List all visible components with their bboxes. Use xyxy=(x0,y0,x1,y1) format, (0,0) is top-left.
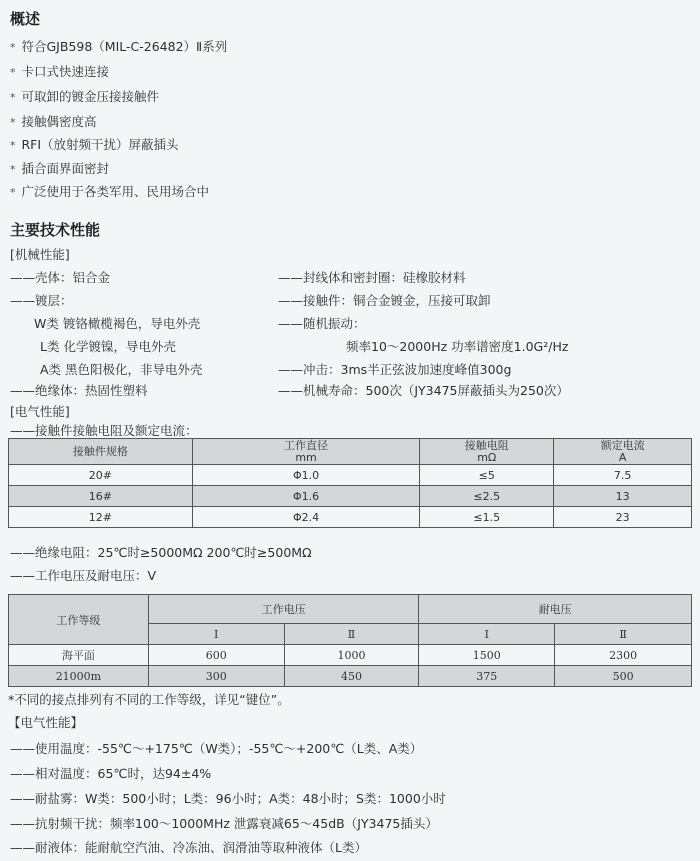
table-cell: 1000 xyxy=(284,645,419,666)
life-spec: ——机械寿命：500次（JY3475屏蔽插头为250次） xyxy=(278,383,569,398)
table-cell: 7.5 xyxy=(554,465,692,486)
table-row xyxy=(9,507,692,528)
overview-heading: 概述 xyxy=(10,10,41,28)
env-temp: ——使用温度：-55℃～+175℃（W类）；-55℃～+200℃（L类、A类） xyxy=(10,741,423,756)
env-fluid: ——耐液体：能耐航空汽油、冷冻油、润滑油等取种液体（L类） xyxy=(10,840,367,855)
arrangement-note: *不同的接点排列有不同的工作等级，详见“键位”。 xyxy=(8,692,290,707)
table-cell: Φ2.4 xyxy=(192,507,420,528)
table-cell: 21000m xyxy=(9,666,149,687)
plating-w: W类 镀铬橄榄褐色，导电外壳 xyxy=(34,316,201,331)
insulator-spec: ——绝缘体：热固性塑料 xyxy=(10,383,148,398)
overview-item xyxy=(10,112,97,130)
bullet-star: * xyxy=(10,41,16,54)
bullet-star: * xyxy=(10,66,16,79)
table-cell: 300 xyxy=(148,666,284,687)
table-cell: Ⅱ xyxy=(555,624,692,645)
contact-res-title: ——接触件接触电阻及额定电流： xyxy=(10,423,198,438)
overview-item-text: 符合GJB598（MIL-C-26482）Ⅱ系列 xyxy=(21,39,228,54)
overview-item-text: 可取卸的镀金压接接触件 xyxy=(21,89,160,104)
overview-item xyxy=(10,159,109,177)
table-cell: 375 xyxy=(419,666,555,687)
plating-a: A类 黑色阳极化，非导电外壳 xyxy=(40,362,203,377)
table-cell: ≤1.5 xyxy=(420,507,554,528)
bullet-star: * xyxy=(10,186,16,199)
vibration-spec: ——随机振动： xyxy=(278,316,366,331)
voltage-table-header xyxy=(9,595,692,624)
voltage-table xyxy=(8,594,692,687)
table-cell: Ⅰ xyxy=(419,624,555,645)
table-cell: Ⅱ xyxy=(284,624,419,645)
env-humidity: ——相对温度：65℃时，达94±4% xyxy=(10,766,212,781)
contact-table-head-diameter: 工作直径 mm xyxy=(192,439,420,465)
table-cell: 500 xyxy=(555,666,692,687)
working-voltage-header: 工作电压 xyxy=(148,595,419,624)
table-cell: 20# xyxy=(9,465,193,486)
contact-spec: ——接触件：铜合金镀金，压接可取卸 xyxy=(278,293,491,308)
elec2-label: 【电气性能】 xyxy=(8,715,84,730)
seal-spec: ——封线体和密封圈：硅橡胶材料 xyxy=(278,270,466,285)
voltage-title: ——工作电压及耐电压：V xyxy=(10,568,157,583)
env-salt: ——耐盐雾：W类：500小时；L类：96小时；A类：48小时；S类：1000小时 xyxy=(10,791,446,806)
withstand-voltage-header: 耐电压 xyxy=(419,595,692,624)
contact-table-head-spec: 接触件规格 xyxy=(9,439,193,465)
contact-table xyxy=(8,438,692,528)
elec-label: [电气性能] xyxy=(10,404,70,419)
table-cell: 2300 xyxy=(555,645,692,666)
table-cell: Ⅰ xyxy=(148,624,284,645)
overview-item xyxy=(10,182,209,200)
bullet-star: * xyxy=(10,163,16,176)
table-row xyxy=(9,645,692,666)
vibration-detail: 频率10～2000Hz 功率谱密度1.0G²/Hz xyxy=(346,339,569,354)
table-cell: 1500 xyxy=(419,645,555,666)
table-cell: Φ1.6 xyxy=(192,486,420,507)
table-cell: 16# xyxy=(9,486,193,507)
contact-table-head-resistance: 接触电阻 mΩ xyxy=(420,439,554,465)
table-cell: 600 xyxy=(148,645,284,666)
shock-spec: ——冲击：3ms半正弦波加速度峰值300g xyxy=(278,362,512,377)
table-cell: 13 xyxy=(554,486,692,507)
contact-table-head-current: 额定电流 A xyxy=(554,439,692,465)
overview-item-text: 卡口式快速连接 xyxy=(21,64,110,79)
mech-label: [机械性能] xyxy=(10,247,70,262)
insulation-spec: ——绝缘电阻：25℃时≥5000MΩ 200℃时≥500MΩ xyxy=(10,545,312,560)
plating-spec: ——镀层： xyxy=(10,293,73,308)
voltage-level-header: 工作等级 xyxy=(9,595,149,645)
overview-item-text: 广泛使用于各类军用、民用场合中 xyxy=(21,184,210,199)
table-row xyxy=(9,666,692,687)
overview-item-text: 插合面界面密封 xyxy=(21,161,110,176)
table-cell: 12# xyxy=(9,507,193,528)
overview-item-text: 接触偶密度高 xyxy=(21,114,97,129)
contact-table-header xyxy=(9,439,692,465)
overview-item xyxy=(10,62,109,80)
bullet-star: * xyxy=(10,139,16,152)
bullet-star: * xyxy=(10,91,16,104)
overview-item xyxy=(10,37,227,55)
table-cell: ≤2.5 xyxy=(420,486,554,507)
overview-item-text: RFI（放射频干扰）屏蔽插头 xyxy=(21,137,179,152)
specs-heading: 主要技术性能 xyxy=(10,221,101,239)
shell-spec: ——壳体：铝合金 xyxy=(10,270,111,285)
bullet-star: * xyxy=(10,116,16,129)
table-cell: 海平面 xyxy=(9,645,149,666)
table-row xyxy=(9,486,692,507)
table-cell: 450 xyxy=(284,666,419,687)
table-cell: Φ1.0 xyxy=(192,465,420,486)
overview-item xyxy=(10,87,159,105)
overview-item xyxy=(10,135,179,153)
plating-l: L类 化学镀镍，导电外壳 xyxy=(40,339,176,354)
table-cell: 23 xyxy=(554,507,692,528)
table-row xyxy=(9,465,692,486)
table-cell: ≤5 xyxy=(420,465,554,486)
env-rfi: ——抗射频干扰：频率100～1000MHz 泄露衰减65～45dB（JY3475插头） xyxy=(10,816,438,831)
